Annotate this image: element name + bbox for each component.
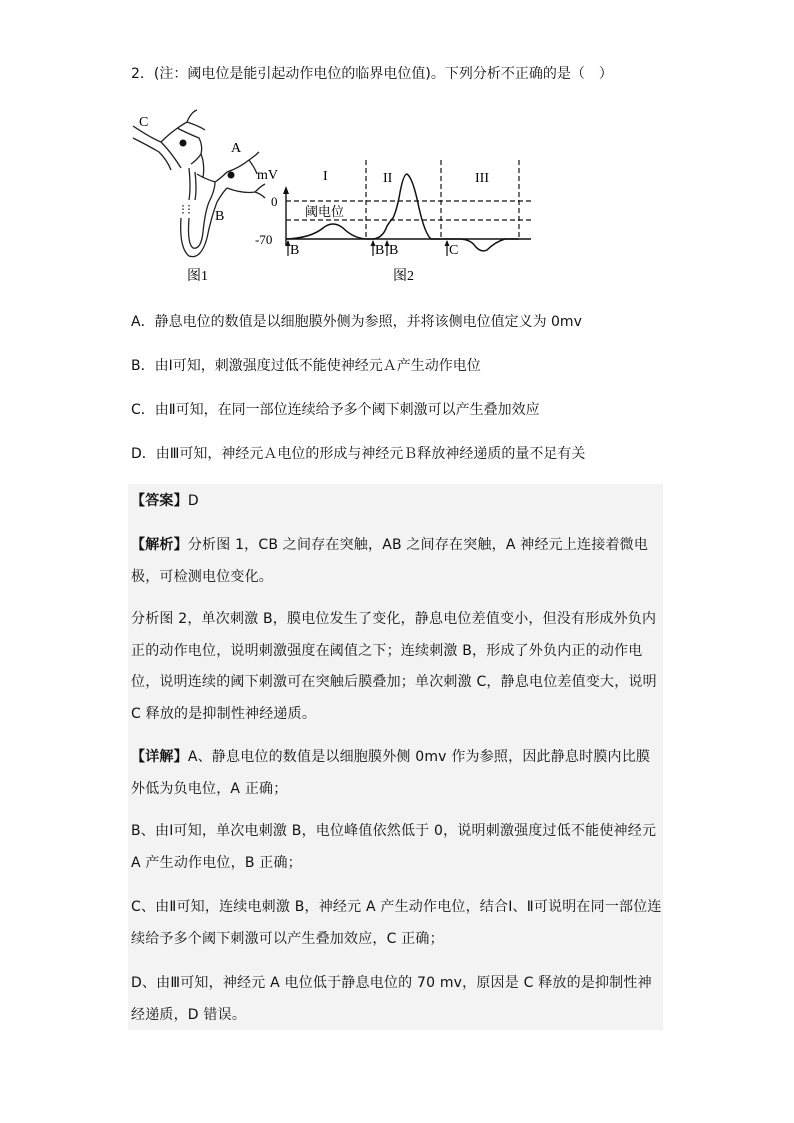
detail-paragraph-b: B、由Ⅰ可知，单次电刺激 B，电位峰值依然低于 0，说明刺激强度过低不能使神经元 A 产生动作电位，B 正确； — [131, 823, 657, 871]
neuron-a-label: A — [231, 141, 242, 156]
fig1-caption: 图1 — [187, 269, 208, 284]
analysis-paragraph-2: 分析图 2，单次刺激 B，膜电位发生了变化，静息电位差值变小，但没有形成外负内正的动作电位，说明刺激强度在阈值之下；连续刺激 B，形成了外负内正的动作电位，说明连续的阈下刺激可在突触后膜叠加；单次刺激 C，静息电位差值变大，说明 C 释放的是抑制性神经递质。 — [131, 611, 657, 722]
section-label-2: II — [383, 171, 393, 186]
neuron-a-nucleus — [228, 172, 235, 179]
section-label-1: I — [323, 169, 328, 184]
answer-line — [131, 486, 663, 518]
question-stem: 2．(注：阈电位是能引起动作电位的临界电位值)。下列分析不正确的是（ ） — [131, 66, 613, 82]
neuron-b-label: B — [215, 209, 225, 224]
stimulus-arrows — [288, 241, 447, 256]
stimulus-label-3: B — [389, 243, 399, 258]
question-figure — [131, 108, 551, 293]
stimulus-label-4: C — [449, 243, 459, 258]
analysis-text-1: 分析图 1，CB 之间存在突触，AB 之间存在突触，A 神经元上连接着微电极，可检测电位变化。 — [131, 537, 649, 585]
detail-paragraph-d: D、由Ⅲ可知，神经元 A 电位低于静息电位的 70 mv，原因是 C 释放的是抑制性神经递质，D 错误。 — [131, 975, 652, 1023]
analysis-label: 【解析】 — [131, 537, 188, 553]
threshold-label: 阈电位 — [305, 204, 345, 219]
answer-value: D — [187, 493, 199, 509]
plot-y-arrow — [283, 186, 289, 194]
neuron-c-label: C — [139, 115, 149, 130]
stimulus-label-2: B — [375, 243, 385, 258]
option-d: D．由Ⅲ可知，神经元Ａ电位的形成与神经元Ｂ释放神经递质的量不足有关 — [131, 446, 586, 462]
y-tick-0: 0 — [271, 194, 278, 209]
detail-label: 【详解】 — [131, 749, 188, 765]
answer-label: 【答案】 — [131, 493, 188, 509]
detail-paragraph-a — [131, 742, 663, 805]
analysis-paragraph-1 — [131, 530, 663, 593]
detail-paragraph-c: C、由Ⅱ可知，连续电刺激 B，神经元 A 产生动作电位，结合Ⅰ、Ⅱ可说明在同一部位连续给予多个阈下刺激可以产生叠加效应，C 正确； — [131, 899, 662, 947]
neuron-c-nucleus — [180, 140, 187, 147]
option-a: A．静息电位的数值是以细胞膜外侧为参照，并将该侧电位值定义为 0mv — [131, 314, 582, 330]
figure-1-neurons — [133, 110, 265, 257]
fig2-caption: 图2 — [393, 269, 414, 284]
detail-text-a: A、静息电位的数值是以细胞膜外侧 0mv 作为参照，因此静息时膜内比膜外低为负电位，A 正确； — [131, 749, 651, 797]
stimulus-label-1: B — [290, 243, 300, 258]
option-c: C．由Ⅱ可知，在同一部位连续给予多个阈下刺激可以产生叠加效应 — [131, 402, 540, 418]
y-tick-minus70: -70 — [255, 232, 273, 247]
section-label-3: III — [475, 171, 489, 186]
y-unit-label: mV — [257, 168, 278, 183]
option-b: B．由Ⅰ可知，刺激强度过低不能使神经元Ａ产生动作电位 — [131, 358, 481, 374]
